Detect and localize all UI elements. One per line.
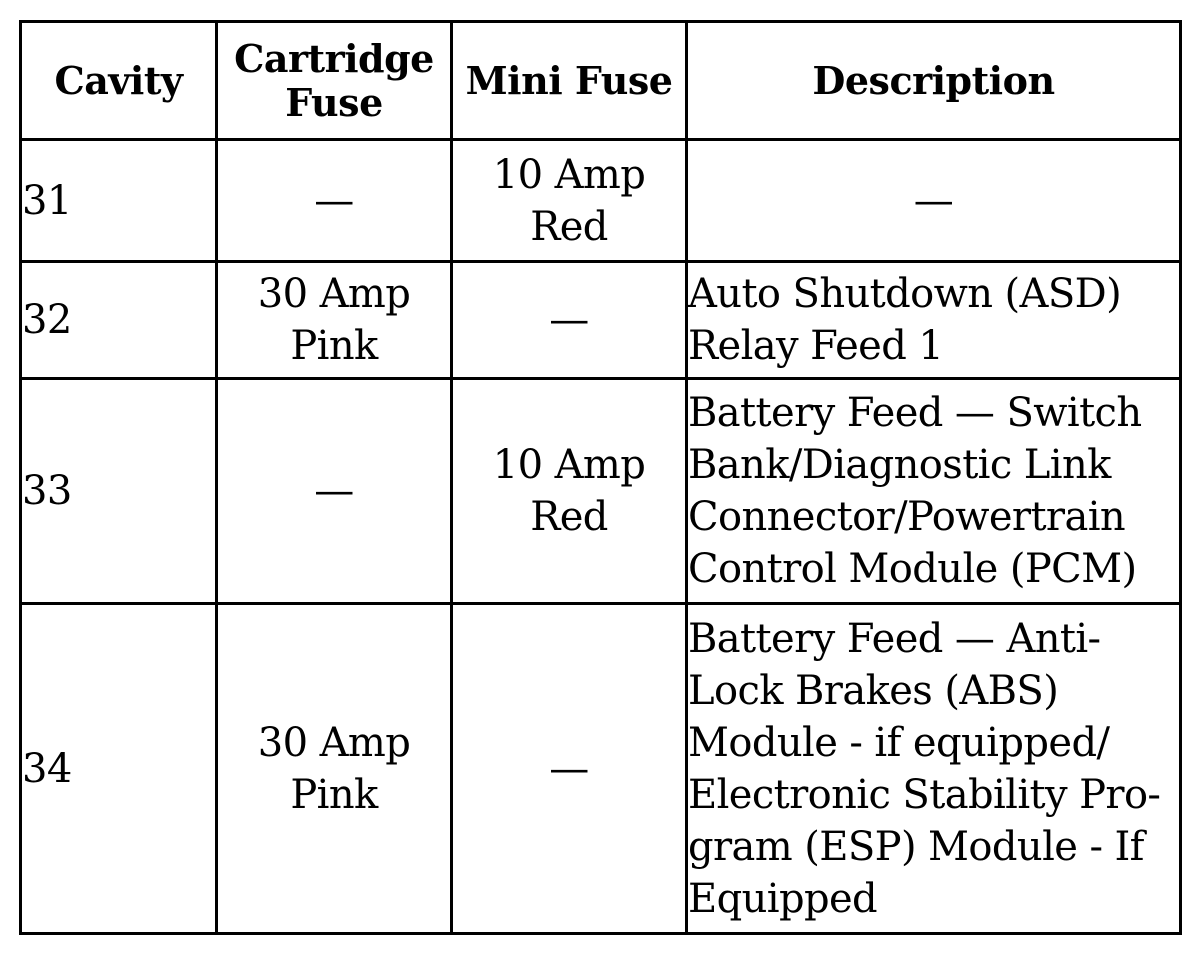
cell-line: — xyxy=(549,297,589,343)
header-text: Description xyxy=(812,57,1055,103)
fuse-table xyxy=(19,20,1182,935)
cell-line: Battery Feed — Switch xyxy=(688,390,1142,436)
cell-line: Connector/Powertrain xyxy=(688,494,1126,540)
cell-line: Lock Brakes (ABS) xyxy=(688,667,1059,714)
header-cavity xyxy=(21,22,217,140)
cell-line: 30 Amp xyxy=(257,719,411,766)
mini-fuse-cell xyxy=(452,604,687,934)
cell-line: Auto Shutdown (ASD) xyxy=(688,271,1122,317)
table-row xyxy=(21,604,1181,934)
table-row xyxy=(21,262,1181,379)
cavity-cell: 31 xyxy=(21,140,217,262)
cell-line: 30 Amp xyxy=(257,271,411,317)
description-cell xyxy=(687,379,1181,604)
cell-line: Equipped xyxy=(688,875,878,922)
cell-line: Relay Feed 1 xyxy=(688,323,944,369)
cartridge-fuse-cell xyxy=(217,140,452,262)
mini-fuse-cell xyxy=(452,262,687,379)
header-row xyxy=(21,22,1181,140)
cell-line: — xyxy=(314,177,354,224)
cavity-cell: 33 xyxy=(21,379,217,604)
mini-fuse-cell xyxy=(452,379,687,604)
mini-fuse-cell xyxy=(452,140,687,262)
header-text: Cartridge xyxy=(234,35,434,81)
cell-line: Red xyxy=(530,494,608,540)
cell-line: Electronic Stability Pro- xyxy=(688,771,1161,818)
cartridge-fuse-cell xyxy=(217,379,452,604)
cell-line: 10 Amp xyxy=(492,151,646,198)
cell-line: Bank/Diagnostic Link xyxy=(688,442,1111,488)
header-cartridge-fuse xyxy=(217,22,452,140)
cell-line: Pink xyxy=(290,323,378,369)
cavity-cell: 34 xyxy=(21,604,217,934)
cell-line: — xyxy=(549,745,589,792)
cell-line: gram (ESP) Module - If xyxy=(688,823,1144,870)
description-cell xyxy=(687,262,1181,379)
cavity-cell: 32 xyxy=(21,262,217,379)
description-cell xyxy=(687,604,1181,934)
cell-line: 10 Amp xyxy=(492,442,646,488)
cell-line: — xyxy=(913,177,954,224)
cell-line: Pink xyxy=(290,771,378,818)
table-row xyxy=(21,140,1181,262)
cell-line: Module - if equipped/ xyxy=(688,719,1110,766)
table-row xyxy=(21,379,1181,604)
header-text: Mini Fuse xyxy=(465,57,673,103)
cell-line: Red xyxy=(530,203,608,250)
header-text: Fuse xyxy=(285,79,383,125)
header-mini-fuse xyxy=(452,22,687,140)
cell-line: Battery Feed — Anti- xyxy=(688,615,1101,662)
header-description xyxy=(687,22,1181,140)
cell-line: — xyxy=(314,468,354,514)
cartridge-fuse-cell xyxy=(217,604,452,934)
header-text: Cavity xyxy=(54,57,183,103)
cell-line: Control Module (PCM) xyxy=(688,546,1137,592)
description-cell xyxy=(687,140,1181,262)
cartridge-fuse-cell xyxy=(217,262,452,379)
